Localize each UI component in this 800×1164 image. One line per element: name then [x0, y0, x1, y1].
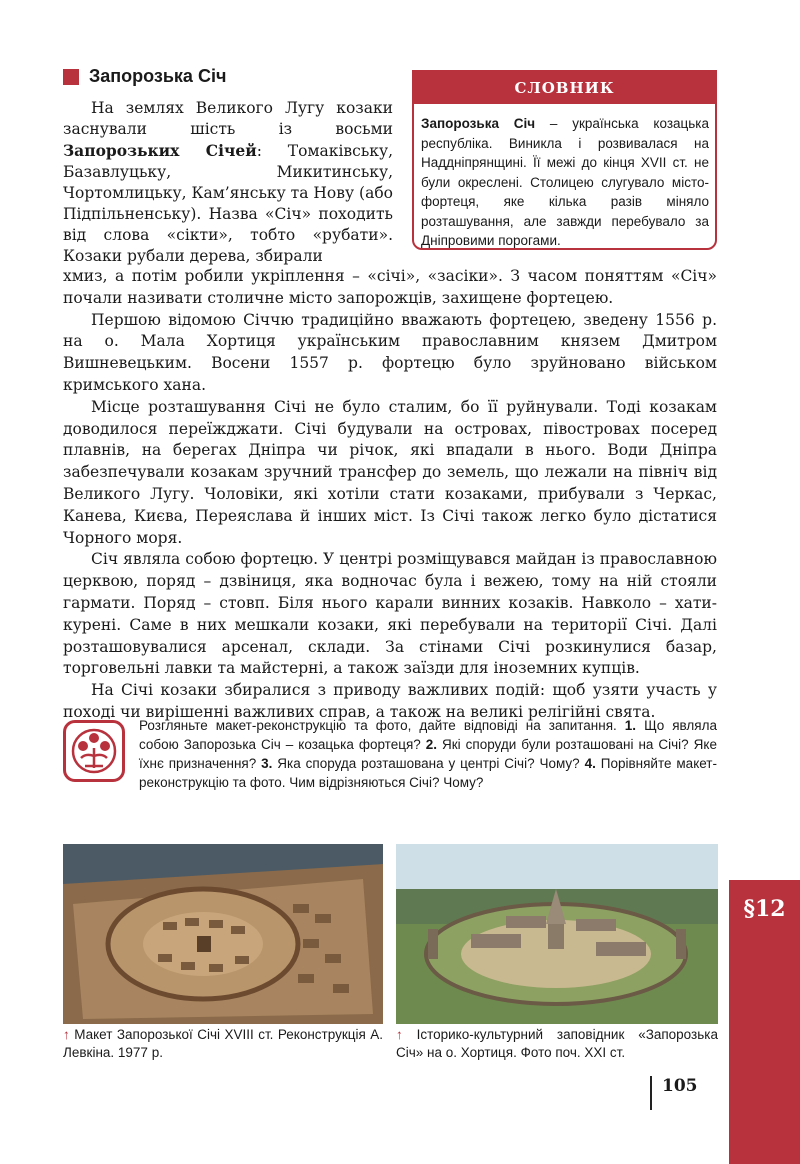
intro-text-2: : Томаківську, Базавлуцьку, Микитинську, Чортомлицьку, Кам’янську та Нову (або Підпільненську). Назва «Січ» походить від слова «сікти», тобто «рубати». Козаки рубали дерева, збирали: [63, 142, 393, 265]
arrow-up-icon: ↑: [396, 1027, 403, 1042]
question-1: Що являла собою Запорозька Січ – козацька фортеця?: [139, 718, 717, 752]
section-tab: [729, 880, 800, 1164]
question-4: Порівняйте макет-реконструкцію та фото. Чим відрізняються Січі? Чому?: [139, 756, 717, 790]
caption-model: [63, 1026, 383, 1062]
glossary-title: СЛОВНИК: [414, 72, 715, 104]
task-icon: [63, 720, 125, 782]
glossary-term: Запорозька Січ: [421, 116, 536, 131]
caption-reserve: [396, 1026, 718, 1062]
main-text: [63, 266, 717, 724]
caption-text: Історико-культурний заповідник «Запорозька Січ» на о. Хортиця. Фото поч. XXI ст.: [396, 1027, 718, 1060]
page-number: 105: [650, 1076, 698, 1110]
intro-text-1: На землях Великого Лугу козаки заснували шість із восьми: [63, 99, 393, 138]
paragraph: Місце розташування Січі не було сталим, бо її руйнували. Тоді козакам доводилося переїжджати. Січі будували на островах, півостровах посеред плавнів, на берегах Дніпра чи річок, які впадали в нього. Води Дніпра забезпечували козакам зручний трансфер до земель, що лежали на північ від Великого Лугу. Чоловіки, які хотіли стати козаками, прибували з Черкас, Канева, Києва, Переяслава й інших міст. Із Січі також легко було дістатися Чорного моря.: [63, 397, 717, 547]
intro-continuation: хмиз, а потім робили укріплення – «січі», «засіки». З часом поняттям «Січ» почали називати столичне місто запорожців, захищене фортецею.: [63, 267, 717, 307]
paragraph: Січ являла собою фортецю. У центрі розміщувався майдан із православною церквою, поряд – дзвіниця, яка водночас була і вежею, тому на ній стояли гармати. Поряд – стовп. Біля нього карали винних козаків. Навколо – хати-курені. Саме в них мешкали козаки, які перебували на території Січі. Далі розташовувалися арсенал, склади. За стінами Січі розкинулися базар, торговельні лавки та майстерні, а також заїзди для іноземних купців.: [63, 550, 717, 678]
question-number: 2.: [425, 737, 438, 752]
section-heading: [63, 66, 403, 87]
paragraph: Першою відомою Січчю традиційно вважають фортецею, зведену 1556 р. на о. Мала Хортиця українським православним князем Дмитром Вишневецьким. Восени 1557 р. фортецю було зруйновано військом кримського хана.: [63, 310, 717, 394]
question-number: 1.: [624, 718, 637, 733]
glossary-box: [412, 70, 717, 250]
glossary-definition: – українська козацька республіка. Виникла і розвивалася на Наддніпрянщині. Її межі до кінця XVII ст. не були окреслені. Столицею слугувало місто-фортеця, яке кілька разів міняло розташування, але завжди перебувало за Дніпровими порогами.: [421, 116, 709, 248]
caption-text: Макет Запорозької Січі XVIII ст. Реконструкція А. Левкіна. 1977 р.: [63, 1027, 383, 1060]
section-tab-label: §12: [743, 896, 786, 922]
model-photo: [63, 844, 383, 1024]
intro-column: [63, 98, 393, 267]
glossary-text: [414, 104, 715, 251]
section-title: Запорозька Січ: [89, 66, 227, 86]
heading-square-icon: [63, 69, 79, 85]
question-number: 4.: [584, 756, 596, 771]
question-2: Які споруди були розташовані на Січі? Яке їхнє призначення?: [139, 737, 717, 771]
arrow-up-icon: ↑: [63, 1027, 70, 1042]
paragraph: На Січі козаки збиралися з приводу важливих подій: щоб узяти участь у поході чи вирішенні важливих справ, а також на великі релігійні свята.: [63, 681, 717, 721]
question-3: Яка споруда розташована у центрі Січі? Чому?: [272, 756, 585, 771]
task-intro: Розгляньте макет-реконструкцію та фото, дайте відповіді на запитання.: [139, 718, 625, 733]
intro-bold-term: Запорозьких Січей: [63, 141, 257, 160]
reserve-photo: [396, 844, 718, 1024]
question-number: 3.: [261, 756, 273, 771]
task-block: [63, 716, 717, 792]
